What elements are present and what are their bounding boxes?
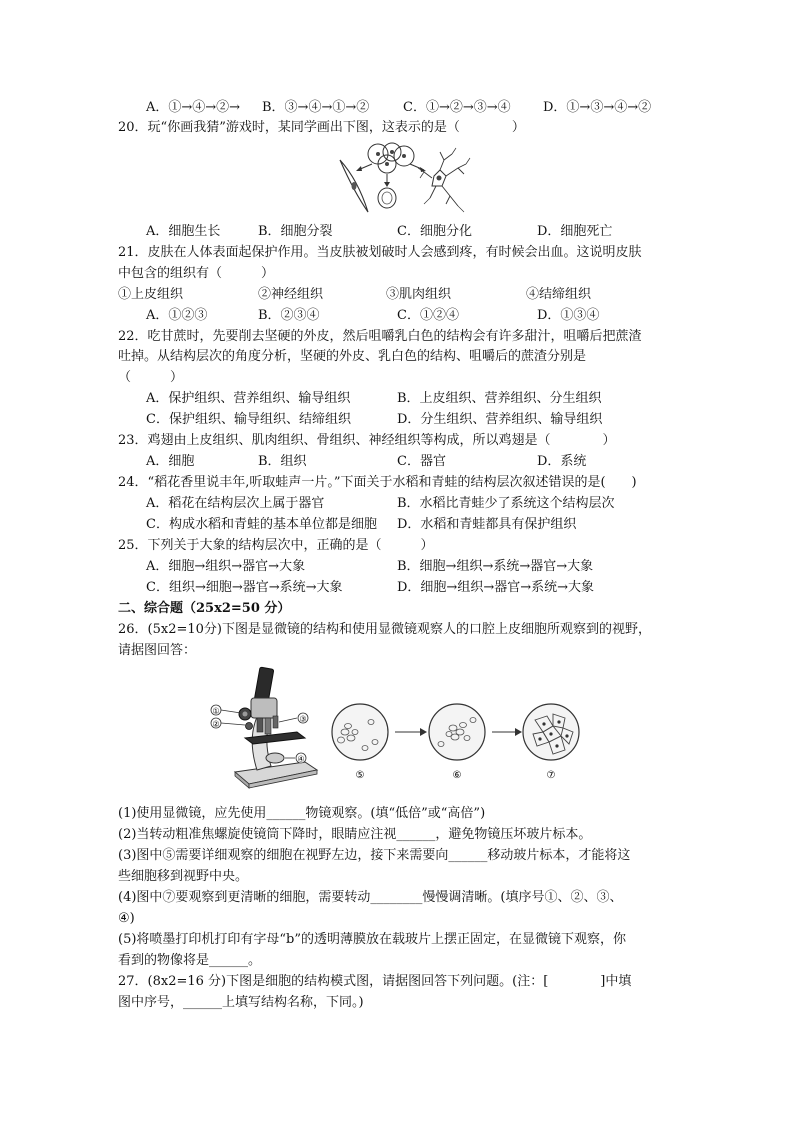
label-4: ④ bbox=[297, 754, 305, 764]
q22-option-c: C．保护组织、输导组织、结缔组织 bbox=[146, 412, 351, 427]
q21-option-a: A．①②③ bbox=[146, 308, 208, 323]
q20-figure bbox=[332, 140, 472, 218]
label-1: ① bbox=[212, 706, 220, 716]
label-3: ③ bbox=[299, 714, 307, 724]
q23-option-b: B．组织 bbox=[258, 454, 307, 469]
q22-stem-line3: （ ） bbox=[118, 370, 184, 385]
q25-stem: 25．下列关于大象的结构层次中，正确的是（ ） bbox=[118, 538, 434, 553]
q24-option-c: C．构成水稻和青蛙的基本单位都是细胞 bbox=[146, 517, 377, 532]
q26-stem-line2: 请据图回答： bbox=[118, 643, 197, 658]
q21-item-3: ③肌肉组织 bbox=[386, 287, 452, 302]
q22-stem-line1: 22．吃甘蔗时，先要削去坚硬的外皮，然后咀嚼乳白色的结构会有许多甜汁，咀嚼后把蔗渣 bbox=[118, 329, 642, 344]
q26-sub-1: (1)使用显微镜，应先使用______物镜观察。(填“低倍”或“高倍”) bbox=[118, 806, 486, 821]
q25-option-d: D．细胞→组织→器官→系统→大象 bbox=[397, 580, 594, 595]
q19-option-a: A．①→④→②→ bbox=[146, 100, 241, 115]
q20-stem: 20．玩“你画我猜”游戏时，某同学画出下图，这表示的是（ ） bbox=[118, 120, 525, 135]
q26-microscope-figure bbox=[205, 662, 585, 790]
q21-stem-line1: 21．皮肤在人体表面起保护作用。当皮肤被划破时人会感到疼，有时候会出血。这说明皮肤 bbox=[118, 245, 642, 260]
q24-option-d: D．水稻和青蛙都具有保护组织 bbox=[397, 517, 577, 532]
q20-option-d: D．细胞死亡 bbox=[537, 224, 613, 239]
section-2-heading: 二、综合题（25x2=50 分） bbox=[118, 601, 291, 616]
q21-stem-line2: 中包含的组织有（ ） bbox=[118, 266, 275, 281]
q24-option-a: A．稻花在结构层次上属于器官 bbox=[146, 496, 325, 511]
q24-option-b: B．水稻比青蛙少了系统这个结构层次 bbox=[397, 496, 615, 511]
label-2: ② bbox=[212, 719, 220, 729]
q25-option-b: B．细胞→组织→系统→器官→大象 bbox=[397, 559, 594, 574]
q21-item-1: ①上皮组织 bbox=[118, 287, 184, 302]
q20-option-a: A．细胞生长 bbox=[146, 224, 221, 239]
q21-option-b: B．②③④ bbox=[258, 308, 320, 323]
q23-stem: 23．鸡翅由上皮组织、肌肉组织、骨组织、神经组织等构成，所以鸡翅是（ ） bbox=[118, 433, 616, 448]
q25-option-a: A．细胞→组织→器官→大象 bbox=[146, 559, 306, 574]
label-5: ⑤ bbox=[355, 770, 365, 781]
q22-option-d: D．分生组织、营养组织、输导组织 bbox=[397, 412, 603, 427]
q26-sub-3-line1: (3)图中⑤需要详细观察的细胞在视野左边，接下来需要向______移动玻片标本，才能将这 bbox=[118, 848, 631, 863]
q26-sub-4-line1: (4)图中⑦要观察到更清晰的细胞，需要转动________慢慢调清晰。(填序号①、②、③、 bbox=[118, 890, 623, 905]
q23-option-c: C．器官 bbox=[397, 454, 446, 469]
q27-stem-line1: 27．(8x2=16 分)下图是细胞的结构模式图，请据图回答下列问题。(注：[ ]中填 bbox=[118, 974, 632, 989]
q25-option-c: C．组织→细胞→器官→系统→大象 bbox=[146, 580, 343, 595]
q23-option-d: D．系统 bbox=[537, 454, 587, 469]
q19-option-b: B．③→④→①→② bbox=[262, 100, 370, 115]
q19-option-c: C．①→②→③→④ bbox=[403, 100, 511, 115]
q26-sub-5-line2: 看到的物像将是______。 bbox=[118, 953, 262, 968]
q22-option-a: A．保护组织、营养组织、输导组织 bbox=[146, 391, 351, 406]
label-7: ⑦ bbox=[546, 770, 556, 781]
q26-sub-2: (2)当转动粗准焦螺旋使镜筒下降时，眼睛应注视______，避免物镜压坏玻片标本。 bbox=[118, 827, 592, 842]
q20-option-b: B．细胞分裂 bbox=[258, 224, 333, 239]
q19-option-d: D．①→③→④→② bbox=[543, 100, 652, 115]
q23-option-a: A．细胞 bbox=[146, 454, 195, 469]
q26-sub-5-line1: (5)将喷墨打印机打印有字母“b”的透明薄膜放在载玻片上摆正固定，在显微镜下观察，你 bbox=[118, 932, 627, 947]
q24-stem: 24．“稻花香里说丰年,听取蛙声一片。”下面关于水稻和青蛙的结构层次叙述错误的是( ) bbox=[118, 475, 637, 490]
q26-sub-4-line2: ④) bbox=[118, 911, 135, 926]
q26-sub-3-line2: 些细胞移到视野中央。 bbox=[118, 869, 249, 884]
q21-option-d: D．①③④ bbox=[537, 308, 600, 323]
q22-option-b: B．上皮组织、营养组织、分生组织 bbox=[397, 391, 602, 406]
label-6: ⑥ bbox=[452, 770, 462, 781]
q21-item-4: ④结缔组织 bbox=[526, 287, 592, 302]
q22-stem-line2: 吐掉。从结构层次的角度分析，坚硬的外皮、乳白色的结构、咀嚼后的蔗渣分别是 bbox=[118, 349, 587, 364]
q21-option-c: C．①②④ bbox=[397, 308, 459, 323]
q21-item-2: ②神经组织 bbox=[258, 287, 324, 302]
q26-stem-line1: 26．(5x2=10分)下图是显微镜的结构和使用显微镜观察人的口腔上皮细胞所观察到的视野， bbox=[118, 622, 651, 637]
q20-option-c: C．细胞分化 bbox=[397, 224, 472, 239]
q27-stem-line2: 图中序号，______上填写结构名称，下同。) bbox=[118, 995, 364, 1010]
